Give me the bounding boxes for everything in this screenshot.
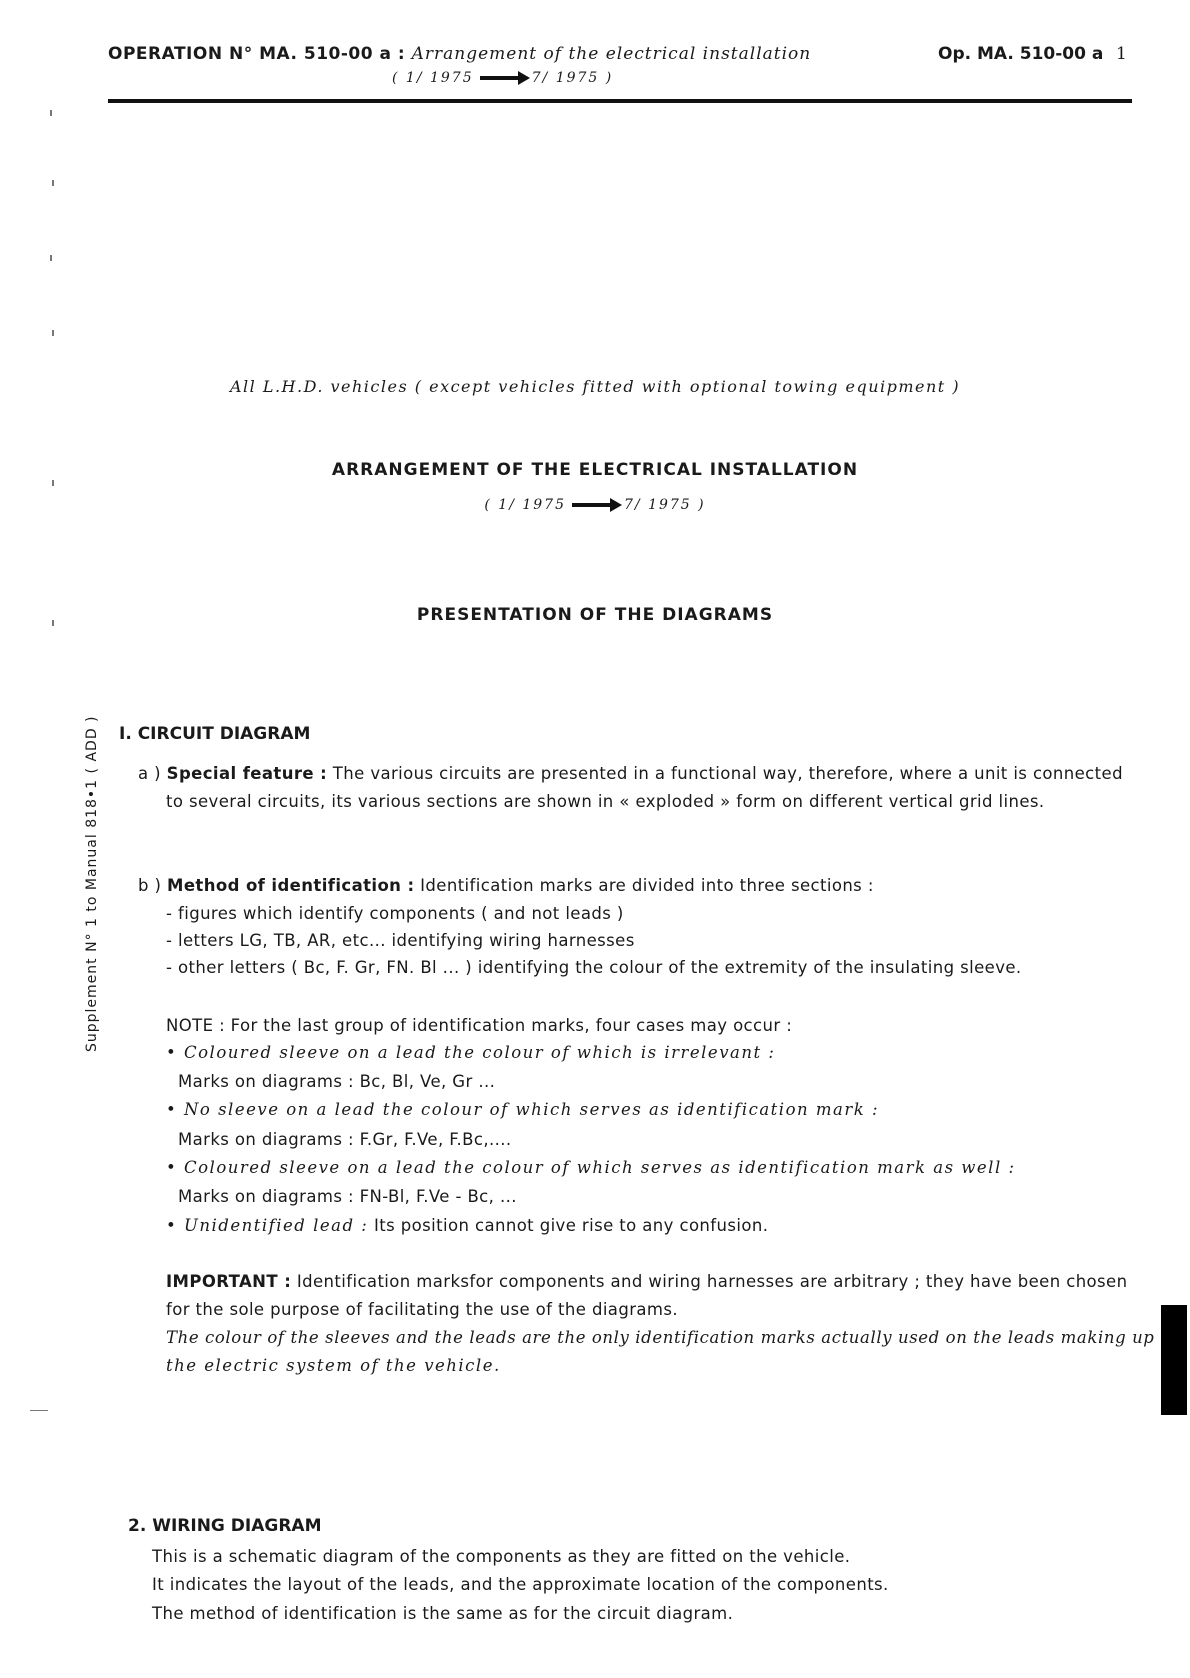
operation-header (108, 44, 811, 64)
scan-speck (52, 620, 54, 626)
important-line-2: for the sole purpose of facilitating the use of the diagrams. (166, 1300, 679, 1319)
scan-speck (50, 255, 52, 261)
operation-number: OPERATION N° MA. 510-00 a : (108, 44, 406, 64)
sub-title: PRESENTATION OF THE DIAGRAMS (416, 605, 774, 625)
list-item: - letters LG, TB, AR, etc... identifying wiring harnesses (166, 931, 635, 950)
list-item: - other letters ( Bc, F. Gr, FN. Bl ... ) identifying the colour of the extremity of the insulating sleeve. (166, 958, 1022, 977)
page-number: 1 (1116, 44, 1127, 64)
wiring-line: The method of identification is the same as for the circuit diagram. (152, 1604, 734, 1623)
scan-speck (52, 480, 54, 486)
unidentified-lead-text: Its position cannot give rise to any confusion. (374, 1216, 769, 1235)
header-rule (108, 99, 1132, 103)
case-marks: Marks on diagrams : Bc, Bl, Ve, Gr ... (178, 1072, 496, 1091)
main-title: ARRANGEMENT OF THE ELECTRICAL INSTALLATION (331, 460, 859, 480)
special-feature-text: The various circuits are presented in a functional way, therefore, where a unit is connected (332, 764, 1123, 783)
important-label: IMPORTANT : (166, 1272, 292, 1291)
section-wiring-diagram-heading: 2. WIRING DIAGRAM (128, 1516, 322, 1536)
list-item: - figures which identify components ( and not leads ) (166, 904, 624, 923)
item-b-prefix: b ) (138, 876, 162, 895)
scan-speck (52, 330, 54, 336)
important-italic-line-2: the electric system of the vehicle. (166, 1356, 501, 1375)
scan-speck (52, 180, 54, 186)
case-description (166, 1216, 768, 1235)
scan-speck (50, 110, 52, 116)
header-date-to: 7/ 1975 ) (531, 70, 614, 86)
case-description: • Coloured sleeve on a lead the colour of which serves as identification mark as well : (166, 1158, 1016, 1177)
important-line (166, 1272, 1127, 1291)
method-identification-line (138, 876, 874, 895)
special-feature-label: Special feature : (166, 764, 328, 783)
special-feature-line-2: to several circuits, its various sections are shown in « exploded » form on different vertical grid lines. (166, 792, 1045, 811)
method-identification-text: Identification marks are divided into three sections : (420, 876, 874, 895)
item-a-prefix: a ) (138, 764, 161, 783)
thumb-index-mark (1161, 1305, 1187, 1415)
special-feature-line (138, 764, 1123, 783)
wiring-line: This is a schematic diagram of the components as they are fitted on the vehicle. (152, 1547, 851, 1566)
method-identification-label: Method of identification : (167, 876, 415, 895)
case-description: • No sleeve on a lead the colour of which serves as identification mark : (166, 1100, 880, 1119)
operation-reference: Op. MA. 510-00 a (938, 44, 1104, 64)
main-date-from: ( 1/ 1975 (484, 497, 566, 513)
main-date-to: 7/ 1975 ) (624, 497, 706, 513)
case-description: • Coloured sleeve on a lead the colour of which is irrelevant : (166, 1043, 776, 1062)
arrow-right-icon (480, 76, 526, 80)
section-circuit-diagram-heading: I. CIRCUIT DIAGRAM (119, 724, 311, 744)
header-date-range (392, 70, 613, 86)
case-marks: Marks on diagrams : FN-Bl, F.Ve - Bc, ... (178, 1187, 517, 1206)
vehicle-scope: All L.H.D. vehicles ( except vehicles fitted with optional towing equipment ) (229, 377, 961, 396)
scan-speck (30, 1410, 48, 1411)
case-marks: Marks on diagrams : F.Gr, F.Ve, F.Bc,.... (178, 1130, 512, 1149)
arrow-right-icon (572, 503, 618, 507)
operation-title: Arrangement of the electrical installation (411, 44, 812, 64)
note-line: NOTE : For the last group of identification marks, four cases may occur : (166, 1016, 793, 1035)
wiring-line: It indicates the layout of the leads, and the approximate location of the components. (152, 1575, 889, 1594)
important-text: Identification marksfor components and wiring harnesses are arbitrary ; they have been chosen (296, 1272, 1128, 1291)
unidentified-lead-label: • Unidentified lead : (166, 1216, 369, 1235)
main-date-range (0, 497, 1190, 513)
supplement-side-note: Supplement N° 1 to Manual 818•1 ( ADD ) (84, 715, 100, 1052)
header-date-from: ( 1/ 1975 (392, 70, 474, 86)
important-italic-line: The colour of the sleeves and the leads are the only identification marks actually used on the leads making up (166, 1328, 1155, 1347)
